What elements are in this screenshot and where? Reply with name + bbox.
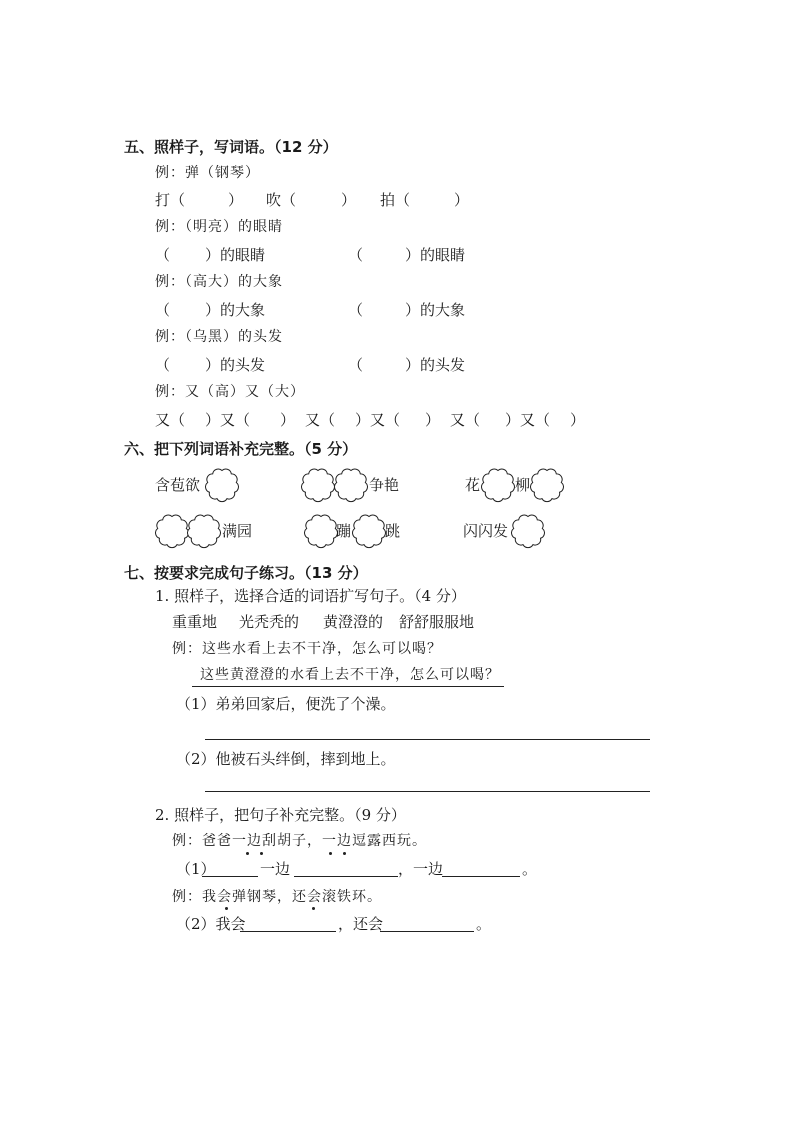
idiom-4-text: 满园 [222, 522, 253, 540]
row3-b-open: （ [348, 301, 364, 319]
q2-f1-blank-2[interactable] [294, 876, 398, 877]
q2-example-1: 例：爸爸一边刮胡子，一边逗露西玩。 [172, 833, 427, 849]
row2-a-close: ）的眼睛 [205, 246, 266, 264]
idiom-6-text: 闪闪发 [463, 522, 509, 540]
q2-f2-label: （2）我会 [176, 915, 246, 933]
idiom-2-text: 争艳 [369, 476, 400, 494]
row4-a-close: ）的头发 [205, 356, 266, 374]
section7-title: 七、按要求完成句子练习。（13 分） [124, 564, 368, 582]
row4-b-open: （ [348, 356, 364, 374]
section5-example-5: 例：又（高）又（大） [155, 384, 305, 400]
emphasis-dot [225, 907, 228, 910]
row3-a-open: （ [155, 301, 171, 319]
row5-g2-a: 又（ [305, 411, 336, 429]
row1-chui-close: ） [341, 191, 357, 209]
section5-example-2: 例：（明亮）的眼睛 [155, 219, 283, 235]
row4-a-open: （ [155, 356, 171, 374]
row3-a-close: ）的大象 [205, 301, 266, 319]
section5-title: 五、照样子，写词语。（12 分） [124, 138, 338, 156]
blank-flower-5[interactable] [529, 467, 565, 503]
blank-flower-4[interactable] [480, 467, 516, 503]
q2-f2-end: 。 [476, 915, 492, 933]
idiom-1-text: 含苞欲 [155, 476, 201, 494]
section6-title: 六、把下列词语补充完整。（5 分） [124, 440, 358, 458]
q1-sentence-1: （1）弟弟回家后，便洗了个澡。 [176, 695, 396, 713]
q2-f1-word-1: 一边 [260, 860, 291, 878]
q2-f1-end: 。 [522, 860, 538, 878]
q1-answer-line-2[interactable] [205, 791, 650, 792]
q1-word-2: 光秃秃的 [239, 613, 300, 631]
row5-g3-b: ）又（ [505, 411, 551, 429]
emphasis-dot [343, 852, 346, 855]
q1-answer-underline [192, 686, 504, 687]
emphasis-dot [246, 852, 249, 855]
emphasis-dot [312, 907, 315, 910]
blank-flower-3[interactable] [333, 467, 369, 503]
row5-g2-b: ）又（ [355, 411, 401, 429]
q2-f1-word-2: ，一边 [398, 860, 444, 878]
row3-b-close: ）的大象 [405, 301, 466, 319]
idiom-5-text-b: 跳 [385, 522, 401, 540]
emphasis-dot [260, 852, 263, 855]
row5-g3-a: 又（ [450, 411, 481, 429]
blank-flower-6[interactable] [154, 513, 190, 549]
row1-chui-open: 吹（ [266, 191, 297, 209]
q1-word-3: 黄澄澄的 [323, 613, 384, 631]
q2-f2-word: ，还会 [338, 915, 384, 933]
row2-b-open: （ [348, 246, 364, 264]
section5-example-1: 例：弹（钢琴） [155, 165, 260, 181]
row1-da-open: 打（ [155, 191, 186, 209]
emphasis-dot [329, 852, 332, 855]
row5-g3-c: ） [570, 411, 586, 429]
idiom-5-text-a: 蹦 [336, 522, 352, 540]
q1-example: 例：这些水看上去不干净，怎么可以喝？ [172, 641, 442, 657]
row2-a-open: （ [155, 246, 171, 264]
q1-title: 1. 照样子，选择合适的词语扩写句子。（4 分） [155, 587, 466, 605]
row1-da-close: ） [228, 191, 244, 209]
blank-flower-2[interactable] [300, 467, 336, 503]
blank-flower-8[interactable] [303, 513, 339, 549]
row4-b-close: ）的头发 [405, 356, 466, 374]
q2-example-2: 例：我会弹钢琴，还会滚铁环。 [172, 889, 382, 905]
q1-word-1: 重重地 [172, 613, 218, 631]
q1-example-answer: 这些黄澄澄的水看上去不干净，怎么可以喝？ [200, 667, 500, 683]
q2-f1-label: （1） [176, 860, 216, 878]
q2-f1-blank-3[interactable] [442, 876, 520, 877]
q1-sentence-2: （2）他被石头绊倒，摔到地上。 [176, 750, 396, 768]
row1-pai-open: 拍（ [380, 191, 411, 209]
blank-flower-10[interactable] [510, 513, 546, 549]
section5-example-3: 例：（高大）的大象 [155, 274, 283, 290]
row1-pai-close: ） [454, 191, 470, 209]
q2-f2-blank-2[interactable] [380, 931, 474, 932]
row2-b-close: ）的眼睛 [405, 246, 466, 264]
idiom-3-text-a: 花 [465, 476, 481, 494]
row5-g1-b: ）又（ [205, 411, 251, 429]
row5-g1-a: 又（ [155, 411, 186, 429]
idiom-3-text-b: 柳 [515, 476, 531, 494]
q1-word-4: 舒舒服服地 [399, 613, 475, 631]
section5-example-4: 例：（乌黑）的头发 [155, 329, 283, 345]
q2-f2-blank-1[interactable] [240, 931, 336, 932]
q1-answer-line-1[interactable] [205, 739, 650, 740]
q2-title: 2. 照样子，把句子补充完整。（9 分） [155, 806, 406, 824]
blank-flower-1[interactable] [204, 467, 240, 503]
row5-g1-c: ） [280, 411, 296, 429]
q2-f1-blank-1[interactable] [202, 876, 258, 877]
blank-flower-9[interactable] [351, 513, 387, 549]
row5-g2-c: ） [425, 411, 441, 429]
blank-flower-7[interactable] [186, 513, 222, 549]
